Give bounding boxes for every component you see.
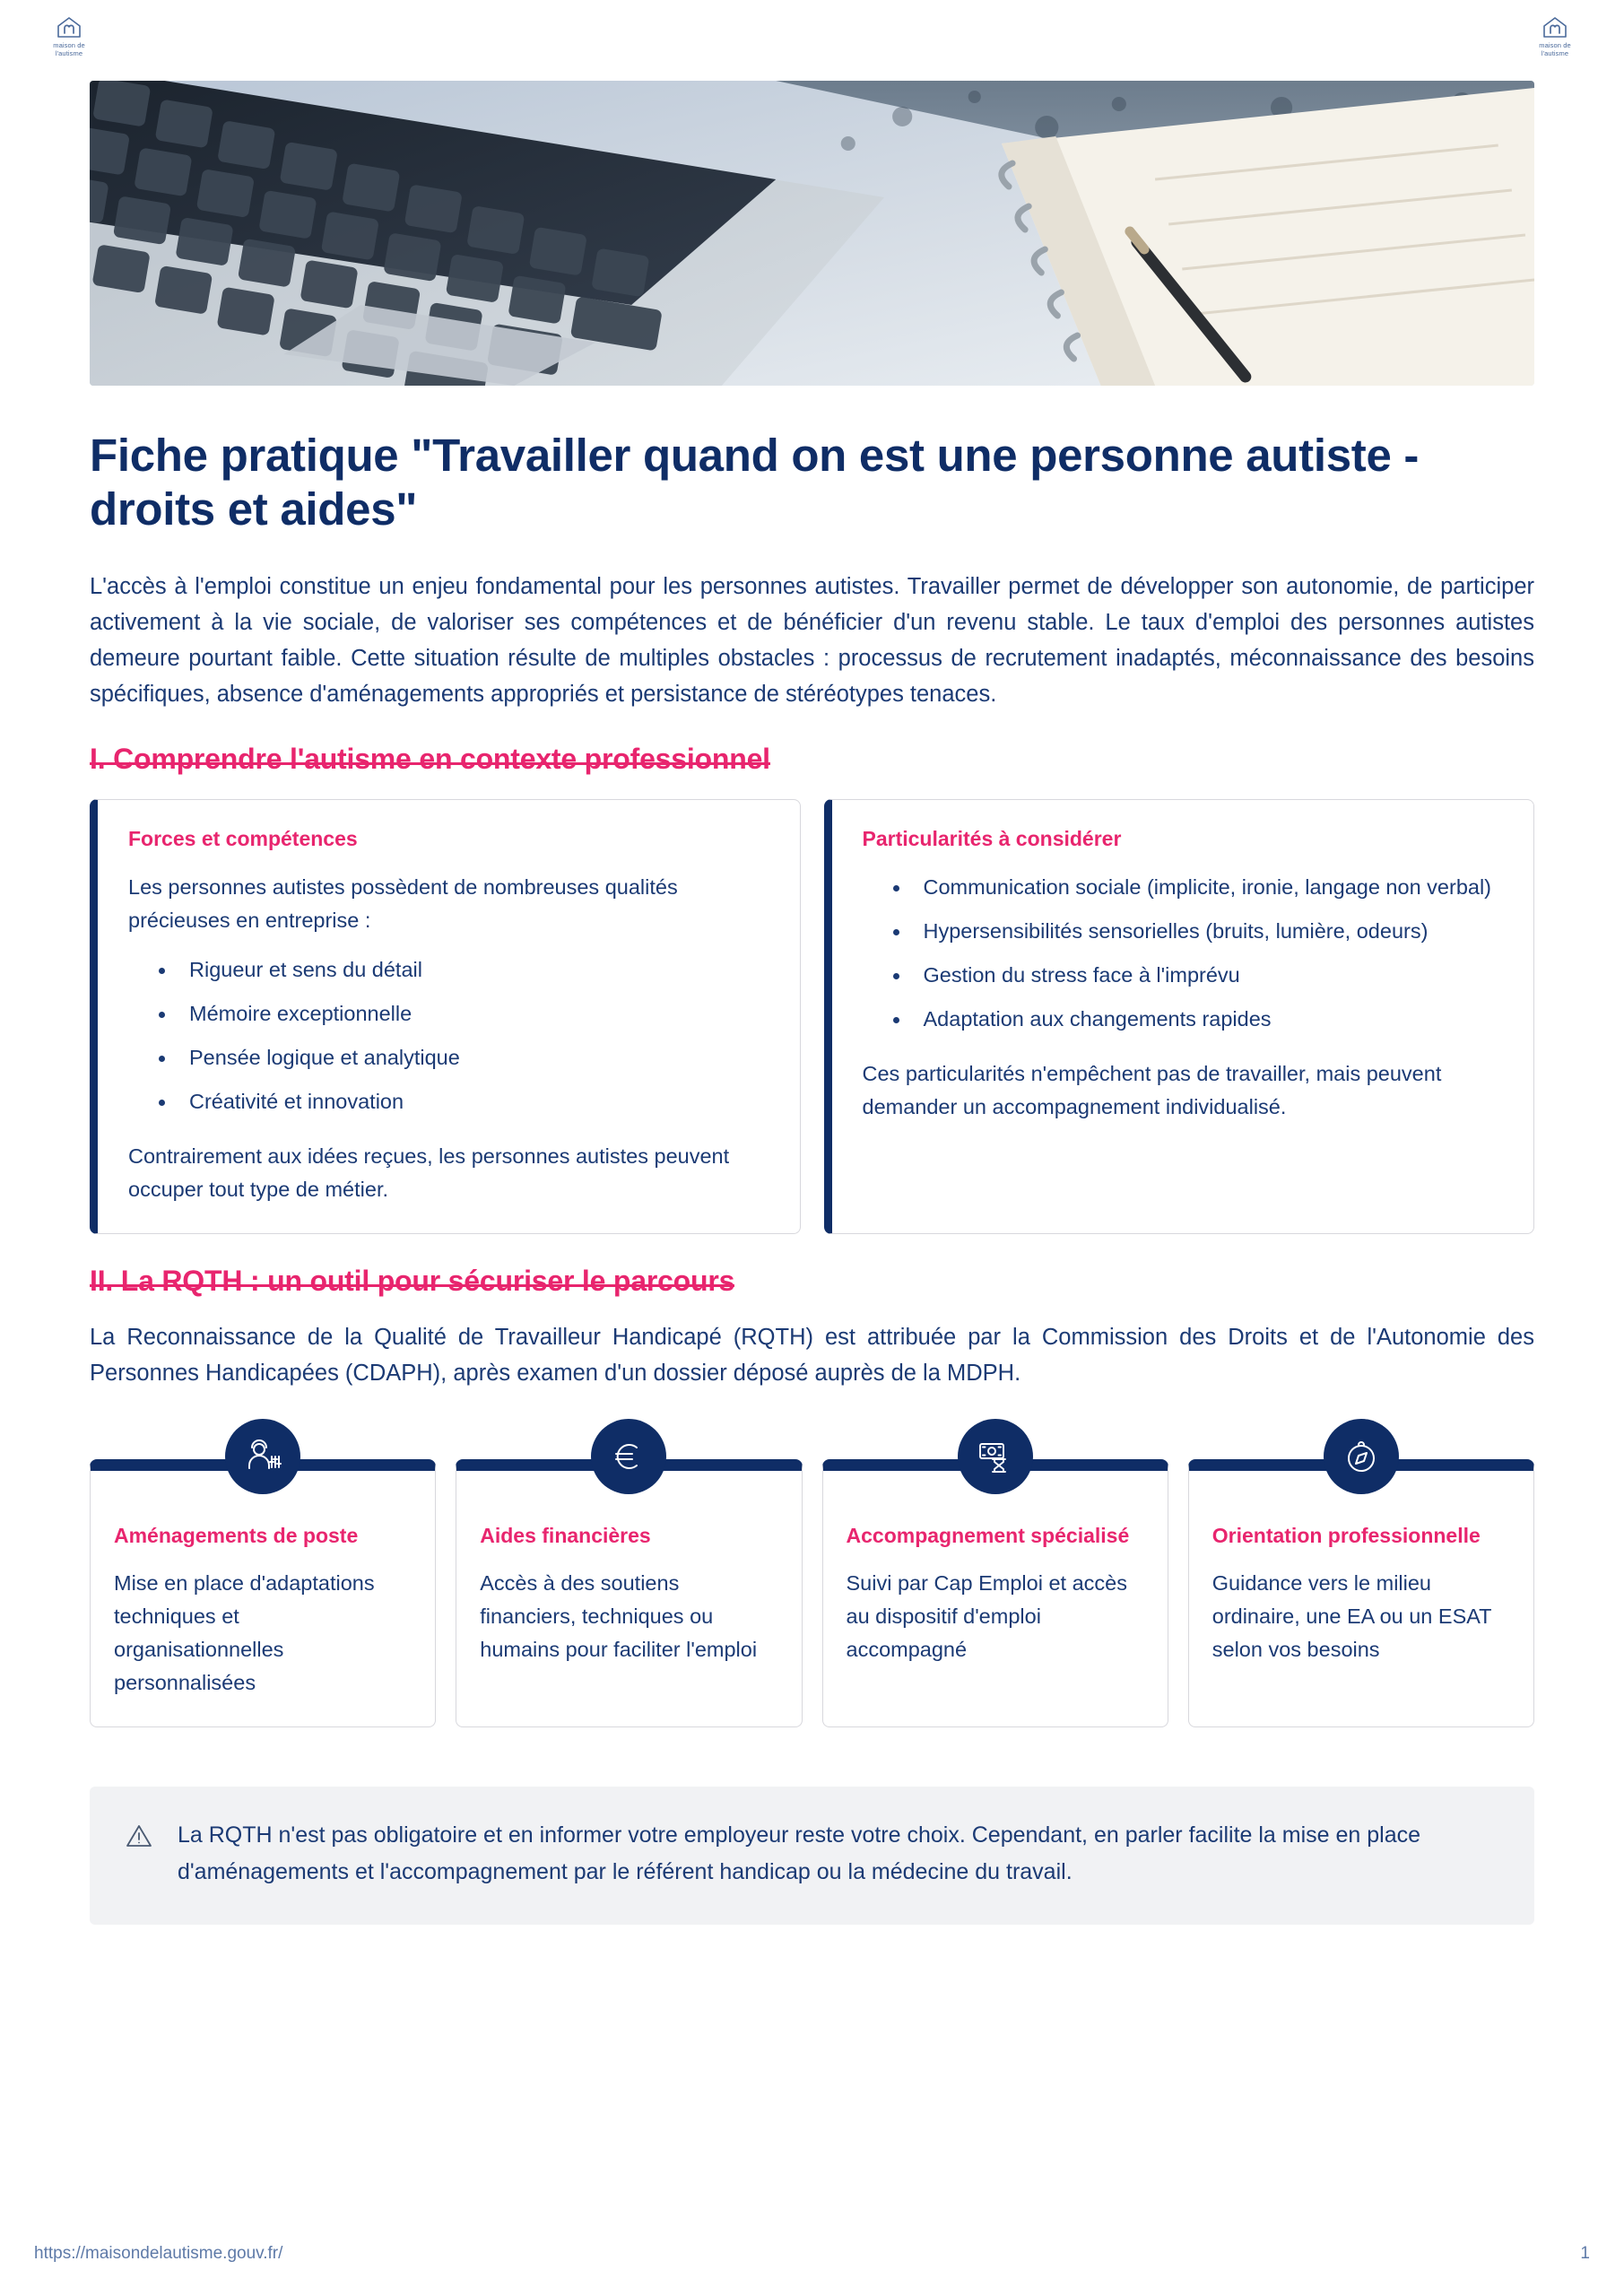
- icon-card-text: Suivi par Cap Emploi et accès au dispositif d'emploi accompagné: [846, 1571, 1127, 1661]
- list-item: Mémoire exceptionnelle: [159, 997, 769, 1031]
- list-item: Créativité et innovation: [159, 1085, 769, 1118]
- logo-label: [1520, 41, 1590, 57]
- laptop-keyboard-notebook-photo: [90, 81, 1534, 386]
- info-card-forces: [90, 799, 801, 1234]
- spacer: [863, 1048, 1504, 1057]
- page-title: Fiche pratique "Travailler quand on est une personne autiste - droits et aides": [90, 430, 1420, 535]
- warning-triangle-icon: [126, 1817, 152, 1854]
- logo-line-2: l'autisme: [1541, 49, 1569, 57]
- footer-source-url[interactable]: https://maisondelautisme.gouv.fr/: [34, 2244, 283, 2263]
- icon-card-title: Accompagnement spécialisé: [846, 1524, 1130, 1547]
- person-with-sliders-icon: [225, 1419, 300, 1494]
- section-1-heading: I. Comprendre l'autisme en contexte professionnel: [90, 743, 770, 775]
- callout-text: La RQTH n'est pas obligatoire et en informer votre employeur reste votre choix. Cependant, en parler facilite la mise en place d'aménagements et l'accompagnement par le référent handicap ou la médecine du travail.: [178, 1822, 1421, 1884]
- info-card-title: Particularités à considérer: [862, 827, 1122, 850]
- logo-top-right: [1520, 16, 1590, 57]
- icon-card-text: Accès à des soutiens financiers, techniques ou humains pour faciliter l'emploi: [480, 1571, 758, 1661]
- section-2-paragraph: La Reconnaissance de la Qualité de Travailleur Handicapé (RQTH) est attribuée par la Commission des Droits et de l'Autonomie des Personnes Handicapées (CDAPH), après examen d'un dossier déposé auprès de la MDPH.: [90, 1325, 1534, 1386]
- banknote-hourglass-icon: [958, 1419, 1033, 1494]
- logo-line-1: maison de: [53, 41, 85, 49]
- section-2-heading: II. La RQTH : un outil pour sécuriser le parcours: [90, 1265, 735, 1297]
- hero-image: [90, 81, 1534, 386]
- icon-card-text: Mise en place d'adaptations techniques et organisationnelles personnalisées: [114, 1571, 375, 1694]
- euro-icon: [591, 1419, 666, 1494]
- spacer: [128, 1131, 769, 1140]
- section-1-card-row: [90, 799, 1534, 1234]
- compass-icon: [1324, 1419, 1399, 1494]
- house-m-logo-icon: [1520, 16, 1590, 39]
- icon-card-title: Orientation professionnelle: [1211, 1524, 1481, 1547]
- info-card-outro: Contrairement aux idées reçues, les personnes autistes peuvent occuper tout type de métier.: [128, 1144, 730, 1201]
- info-card-outro: Ces particularités n'empêchent pas de travailler, mais peuvent demander un accompagnement individualisé.: [862, 1062, 1442, 1118]
- logo-line-1: maison de: [1539, 41, 1571, 49]
- intro-paragraph: L'accès à l'emploi constitue un enjeu fondamental pour les personnes autistes. Travailler permet de développer son autonomie, de participer activement à la vie sociale, de valoriser ses compétences et de bénéficier d'un revenu stable. Le taux d'emploi des personnes autistes demeure pourtant faible. Cette situation résulte de multiples obstacles : processus de recrutement inadaptés, méconnaissance des besoins spécifiques, absence d'aménagements appropriés et persistance de stéréotypes tenaces.: [90, 574, 1534, 707]
- list-item: Hypersensibilités sensorielles (bruits, lumière, odeurs): [893, 915, 1504, 948]
- section-1-heading-row: [90, 712, 1534, 775]
- info-card-particularites: [824, 799, 1535, 1234]
- document-content: [90, 81, 1534, 1925]
- section-2-heading-row: [90, 1234, 1534, 1297]
- footer-page-number: 1: [1580, 2244, 1590, 2263]
- icon-card-title: Aides financières: [480, 1524, 651, 1547]
- page-footer: [34, 2244, 1590, 2264]
- info-card-bullet-list: [863, 871, 1504, 1036]
- info-card-bullet-list: [128, 953, 769, 1118]
- list-item: Adaptation aux changements rapides: [893, 1003, 1504, 1036]
- info-card-intro: Les personnes autistes possèdent de nombreuses qualités précieuses en entreprise :: [128, 875, 678, 932]
- icon-card-amenagements: [90, 1459, 436, 1727]
- logo-top-left: [34, 16, 104, 57]
- icon-card-title: Aménagements de poste: [114, 1524, 359, 1547]
- logo-line-2: l'autisme: [55, 49, 83, 57]
- icon-card-aides-financieres: [456, 1459, 802, 1727]
- list-item: Pensée logique et analytique: [159, 1041, 769, 1074]
- icon-card-accompagnement: [822, 1459, 1168, 1727]
- house-m-logo-icon: [34, 16, 104, 39]
- logo-label: [34, 41, 104, 57]
- list-item: Rigueur et sens du détail: [159, 953, 769, 987]
- callout-box: [90, 1787, 1534, 1925]
- list-item: Communication sociale (implicite, ironie, langage non verbal): [893, 871, 1504, 904]
- info-card-title: Forces et compétences: [128, 827, 358, 850]
- list-item: Gestion du stress face à l'imprévu: [893, 959, 1504, 992]
- icon-card-text: Guidance vers le milieu ordinaire, une EA ou un ESAT selon vos besoins: [1211, 1571, 1492, 1661]
- icon-card-orientation: [1188, 1459, 1534, 1727]
- section-2-icon-card-row: [90, 1459, 1534, 1727]
